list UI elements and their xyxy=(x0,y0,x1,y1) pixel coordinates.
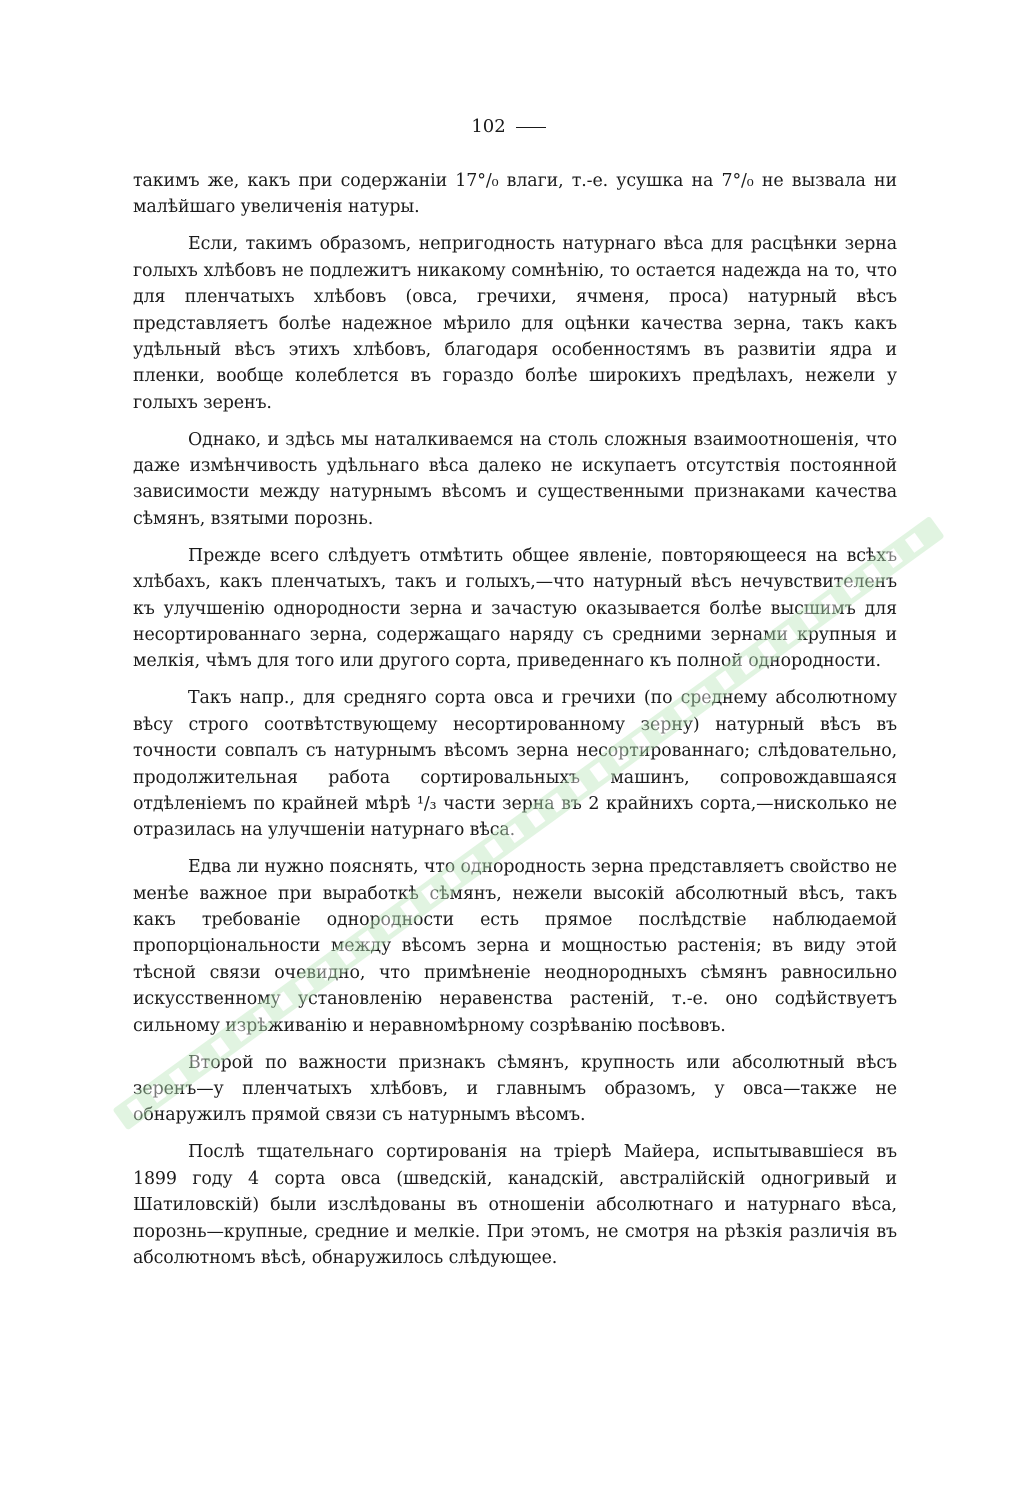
paragraph-continuation: такимъ же, какъ при содержанiи 17°/₀ влаги, т.-е. усушка на 7°/₀ не вызвала ни малѣйшаго увеличенiя натуры. xyxy=(133,171,897,218)
paragraph: Послѣ тщательнаго сортированiя на трiерѣ Майера, испытывавшiеся въ 1899 году 4 сорта овса (шведскiй, канадскiй, австралiйскiй одногривый и Шатиловскiй) были изслѣдованы въ отношенiи абсолютнаго и натурнаго вѣса, порознь—крупные, средние и мелкiе. При этомъ, не смотря на рѣзкiя различiя въ абсолютномъ вѣсѣ, обнаружилось слѣдующее. xyxy=(133,1142,897,1268)
paragraph: Второй по важности признакъ сѣмянъ, крупность или абсолютный вѣсъ зеренъ—у пленчатыхъ хлѣбовъ, и главнымъ образомъ, у овса—также не обнаружилъ прямой связи съ натурнымъ вѣсомъ. xyxy=(133,1052,897,1126)
page-number-value: 102 xyxy=(471,116,506,137)
paragraph: Однако, и здѣсь мы наталкиваемся на столь сложныя взаимоотношенiя, что даже измѣнчивость удѣльнаго вѣса далеко не искупаетъ отсутствiя постоянной зависимости между натурнымъ вѣсомъ и существенными признаками качества сѣмянъ, взятыми порознь. xyxy=(133,429,897,529)
paragraph: Прежде всего слѣдуетъ отмѣтить общее явленiе, повторяющееся на всѣхъ хлѣбахъ, какъ пленчатыхъ, такъ и голыхъ,—что натурный вѣсъ нечувствителенъ къ улучшенiю однородности зерна и зачастую оказывается болѣе высшимъ для несортированнаго зерна, содержащаго наряду съ средними зернами крупныя и мелкiя, чѣмъ для того или другого сорта, приведеннаго къ полной однородности. xyxy=(133,545,897,672)
paragraph: Если, такимъ образомъ, непригодность натурнаго вѣса для расцѣнки зерна голыхъ хлѣбовъ не подлежитъ никакому сомнѣнiю, то остается надежда на то, что для пленчатыхъ хлѣбовъ (овса, гречихи, ячменя, проса) натурный вѣсъ представляетъ болѣе надежное мѣрило для оцѣнки качества зерна, такъ какъ удѣльный вѣсъ этихъ хлѣбовъ, благодаря особенностямъ въ развитiи ядра и пленки, вообще колеблется въ гораздо болѣе широкихъ предѣлахъ, нежели у голыхъ зеренъ. xyxy=(133,234,897,413)
paragraph: Едва ли нужно пояснять, что однородность зерна представляетъ свойство не менѣе важное при выработкѣ сѣмянъ, нежели высокiй абсолютный вѣсъ, такъ какъ требованiе однородности есть прямое послѣдствiе наблюдаемой пропорцiональности между вѣсомъ зерна и мощностью растенiя; въ виду этой тѣсной связи очевидно, что примѣненiе неоднородныхъ сѣмянъ равносильно искусственному установленiю неравенства растенiй, т.-е. оно содѣйствуетъ сильному изрѣживанiю и неравномѣрному созрѣванiю посѣвовъ. xyxy=(133,857,897,1036)
paragraph: Такъ напр., для средняго сорта овса и гречихи (по среднему абсолютному вѣсу строго соотвѣтствующему несортированному зерну) натурный вѣсъ въ точности совпалъ съ натурнымъ вѣсомъ зерна несортированнаго; слѣдовательно, продолжительная работа сортировальныхъ машинъ, сопровождавшаяся отдѣленiемъ по крайней мѣрѣ ¹/₃ части зерна въ 2 крайнихъ сорта,—нисколько не отразилась на улучшенiи натурнаго вѣса. xyxy=(133,688,897,841)
page-number-rule xyxy=(516,127,546,128)
body-text xyxy=(133,168,897,1282)
page-number xyxy=(0,116,1017,137)
